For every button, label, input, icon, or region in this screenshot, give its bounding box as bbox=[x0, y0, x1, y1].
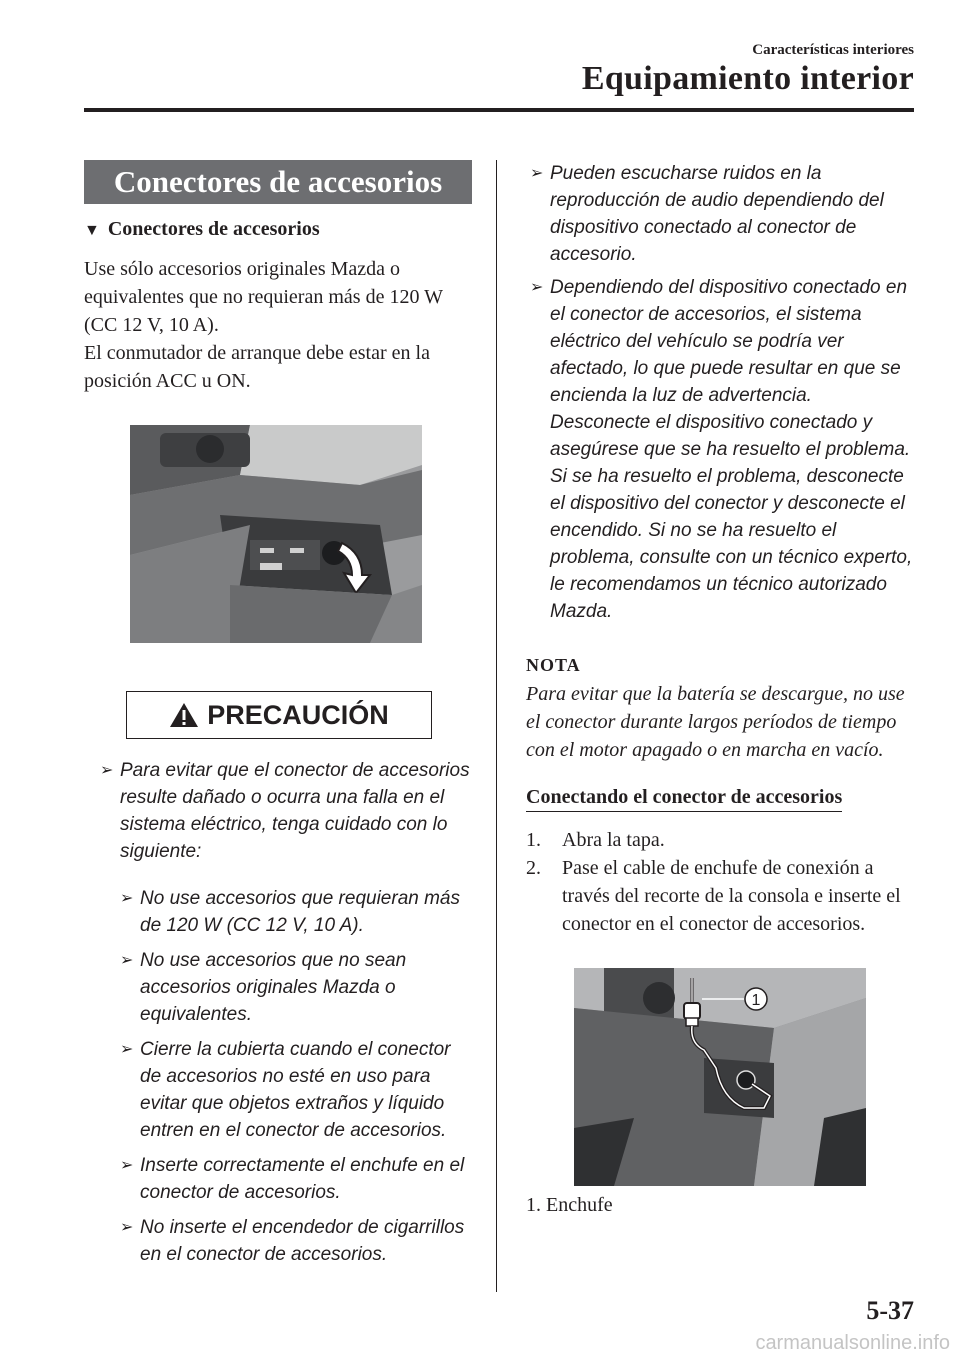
warning-triangle-icon bbox=[169, 702, 199, 728]
caution-continued-item bbox=[528, 160, 916, 268]
callout-number: 1 bbox=[751, 992, 761, 1009]
step-text: Abra la tapa. bbox=[562, 829, 665, 851]
triangle-right-icon: ➢ bbox=[100, 762, 114, 779]
caution-label: PRECAUCIÓN bbox=[207, 699, 389, 730]
caution-continued-text: Dependiendo del dispositivo conectado en el conector de accesorios, el sistema eléctrico del vehículo se podría ver afectado, lo que puede resultar en que se encienda la luz de advertencia. Desconecte el dispositivo conectado y asegúrese que se ha resuelto el problema. Si se ha resuelto el problema, desconecte el dispositivo del conector y desconecte el encendido. Si no se ha resuelto el problema, consulte con un técnico experto, le recomendamos un técnico autorizado Mazda. bbox=[550, 277, 913, 622]
figure-legend: 1. Enchufe bbox=[526, 1194, 613, 1216]
intro-paragraph: Use sólo accesorios originales Mazda o equivalentes que no requieran más de 120 W (CC 12 V, 10 A). bbox=[84, 258, 443, 336]
caution-subitem-text: No inserte el encendedor de cigarrillos en el conector de accesorios. bbox=[140, 1217, 465, 1265]
console-illustration bbox=[130, 425, 422, 643]
procedure-step bbox=[526, 826, 916, 854]
triangle-right-icon: ➢ bbox=[120, 890, 134, 907]
left-column bbox=[84, 160, 472, 1268]
triangle-right-icon: ➢ bbox=[530, 279, 544, 296]
caution-subitem-text: No use accesorios que requieran más de 120 W (CC 12 V, 10 A). bbox=[140, 888, 461, 936]
triangle-right-icon: ➢ bbox=[120, 952, 134, 969]
caution-continued-text: Pueden escucharse ruidos en la reproducción de audio dependiendo del dispositivo conectado al conector de accesorio. bbox=[550, 163, 884, 265]
intro-paragraph-2: El conmutador de arranque debe estar en la posición ACC u ON. bbox=[84, 342, 430, 392]
plug-illustration bbox=[574, 968, 866, 1186]
caution-subitem-text: Cierre la cubierta cuando el conector de accesorios no esté en uso para evitar que objetos extraños y líquido entren en el conector de accesorios. bbox=[140, 1039, 451, 1141]
page-number: 5-37 bbox=[866, 1296, 914, 1325]
down-triangle-icon: ▼ bbox=[84, 222, 100, 239]
caution-subitem-text: No use accesorios que no sean accesorios originales Mazda o equivalentes. bbox=[140, 950, 407, 1025]
triangle-right-icon: ➢ bbox=[530, 165, 544, 182]
header-rule bbox=[84, 108, 914, 112]
step-number: 1. bbox=[526, 829, 541, 851]
caution-subitem bbox=[118, 1036, 472, 1144]
procedure-steps bbox=[526, 826, 916, 938]
step-text: Pase el cable de enchufe de conexión a través del recorte de la consola e inserte el conector en el conector de accesorios. bbox=[562, 857, 901, 935]
procedure-step bbox=[526, 854, 916, 938]
column-divider bbox=[496, 160, 497, 1292]
step-number: 2. bbox=[526, 857, 541, 879]
console-photo bbox=[130, 425, 422, 643]
caution-subitem bbox=[118, 885, 472, 939]
header-section: Características interiores bbox=[752, 42, 914, 58]
section-banner: Conectores de accesorios bbox=[84, 160, 472, 204]
watermark: carmanualsonline.info bbox=[755, 1332, 950, 1354]
caution-subitem bbox=[118, 1214, 472, 1268]
caution-main-item bbox=[98, 757, 472, 865]
caution-box bbox=[126, 691, 432, 739]
subheading-text: Conectores de accesorios bbox=[107, 218, 320, 240]
triangle-right-icon: ➢ bbox=[120, 1041, 134, 1058]
caution-subitem-text: Inserte correctamente el enchufe en el conector de accesorios. bbox=[140, 1155, 465, 1203]
note-heading: NOTA bbox=[526, 655, 581, 675]
subheading bbox=[84, 218, 472, 241]
caution-continued-item bbox=[528, 274, 916, 625]
caution-subitem bbox=[118, 947, 472, 1028]
header-title: Equipamiento interior bbox=[581, 60, 914, 97]
caution-main-text: Para evitar que el conector de accesorios resulte dañado o ocurra una falla en el sistema eléctrico, tenga cuidado con lo siguiente: bbox=[120, 760, 470, 862]
triangle-right-icon: ➢ bbox=[120, 1157, 134, 1174]
note-text: Para evitar que la batería se descargue, no use el conector durante largos períodos de tiempo con el motor apagado o en marcha en vacío. bbox=[526, 683, 905, 761]
right-column bbox=[526, 160, 916, 1217]
plug-photo bbox=[574, 968, 866, 1186]
triangle-right-icon: ➢ bbox=[120, 1219, 134, 1236]
caution-subitem bbox=[118, 1152, 472, 1206]
procedure-heading: Conectando el conector de accesorios bbox=[526, 786, 842, 812]
